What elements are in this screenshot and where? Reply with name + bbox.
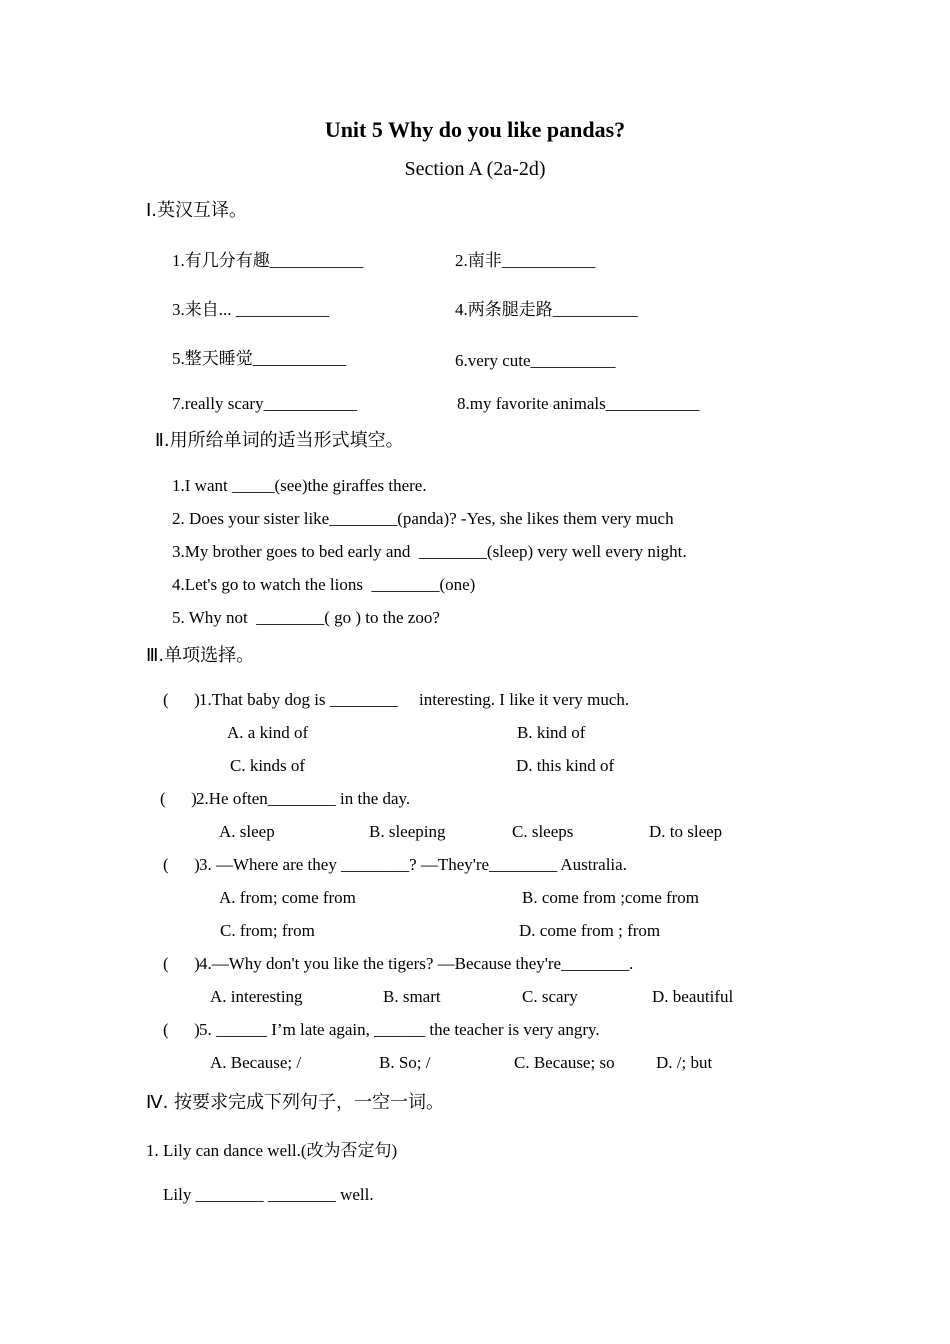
q4-option-c: C. scary xyxy=(522,987,578,1006)
s1-item-2: 2.南非___________ xyxy=(455,251,596,270)
q5-option-b: B. So; / xyxy=(379,1053,431,1072)
q3-option-a: A. from; come from xyxy=(219,888,356,907)
q2-option-b: B. sleeping xyxy=(369,822,446,841)
s2-item-4: 4.Let's go to watch the lions ________(one) xyxy=(172,575,476,594)
q2-paren: ( ) xyxy=(160,789,197,808)
q1-stem: 1.That baby dog is ________ interesting. I like it very much. xyxy=(199,690,630,709)
q4-option-d: D. beautiful xyxy=(652,987,734,1006)
s1-item-5: 5.整天睡觉___________ xyxy=(172,349,347,368)
q2-stem: 2.He often________ in the day. xyxy=(196,789,411,808)
q1-option-a: A. a kind of xyxy=(227,723,309,742)
q1-paren: ( ) xyxy=(163,690,200,709)
s1-item-4: 4.两条腿走路__________ xyxy=(455,300,638,319)
q5-option-a: A. Because; / xyxy=(210,1053,302,1072)
q3-paren: ( ) xyxy=(163,855,200,874)
q5-stem: 5. ______ I’m late again, ______ the teacher is very angry. xyxy=(199,1020,600,1039)
section-3-heading: Ⅲ.单项选择。 xyxy=(146,645,255,666)
q2-option-a: A. sleep xyxy=(219,822,275,841)
section-1-heading: Ⅰ.英汉互译。 xyxy=(146,200,248,221)
s4-item-1-answer: Lily ________ ________ well. xyxy=(163,1185,374,1204)
q5-paren: ( ) xyxy=(163,1020,200,1039)
s2-item-1: 1.I want _____(see)the giraffes there. xyxy=(172,476,427,495)
q3-option-b: B. come from ;come from xyxy=(522,888,700,907)
q3-option-d: D. come from ; from xyxy=(519,921,661,940)
q3-option-c: C. from; from xyxy=(220,921,315,940)
s1-item-1: 1.有几分有趣___________ xyxy=(172,251,364,270)
s1-item-7: 7.really scary___________ xyxy=(172,394,358,413)
section-4-heading: Ⅳ. 按要求完成下列句子，一空一词。 xyxy=(146,1092,445,1113)
s2-item-5: 5. Why not ________( go ) to the zoo? xyxy=(172,608,440,627)
q2-option-c: C. sleeps xyxy=(512,822,574,841)
q3-stem: 3. —Where are they ________? —They're________ Australia. xyxy=(199,855,627,874)
q5-option-d: D. /; but xyxy=(656,1053,713,1072)
q1-option-d: D. this kind of xyxy=(516,756,615,775)
q5-option-c: C. Because; so xyxy=(514,1053,615,1072)
s1-item-8: 8.my favorite animals___________ xyxy=(457,394,700,413)
q1-option-c: C. kinds of xyxy=(230,756,306,775)
q2-option-d: D. to sleep xyxy=(649,822,723,841)
s1-item-6: 6.very cute__________ xyxy=(455,351,616,370)
page-subtitle: Section A (2a-2d) xyxy=(404,158,546,180)
q4-option-b: B. smart xyxy=(383,987,441,1006)
q4-option-a: A. interesting xyxy=(210,987,303,1006)
q1-option-b: B. kind of xyxy=(517,723,586,742)
s1-item-3: 3.来自... ___________ xyxy=(172,300,330,319)
s4-item-1: 1. Lily can dance well.(改为否定句) xyxy=(146,1141,398,1160)
q4-paren: ( ) xyxy=(163,954,200,973)
q4-stem: 4.—Why don't you like the tigers? —Because they're________. xyxy=(199,954,634,973)
s2-item-2: 2. Does your sister like________(panda)? -Yes, she likes them very much xyxy=(172,509,674,528)
section-2-heading: Ⅱ.用所给单词的适当形式填空。 xyxy=(155,430,404,451)
page-title: Unit 5 Why do you like pandas? xyxy=(324,117,626,142)
s2-item-3: 3.My brother goes to bed early and ________(sleep) very well every night. xyxy=(172,542,687,561)
